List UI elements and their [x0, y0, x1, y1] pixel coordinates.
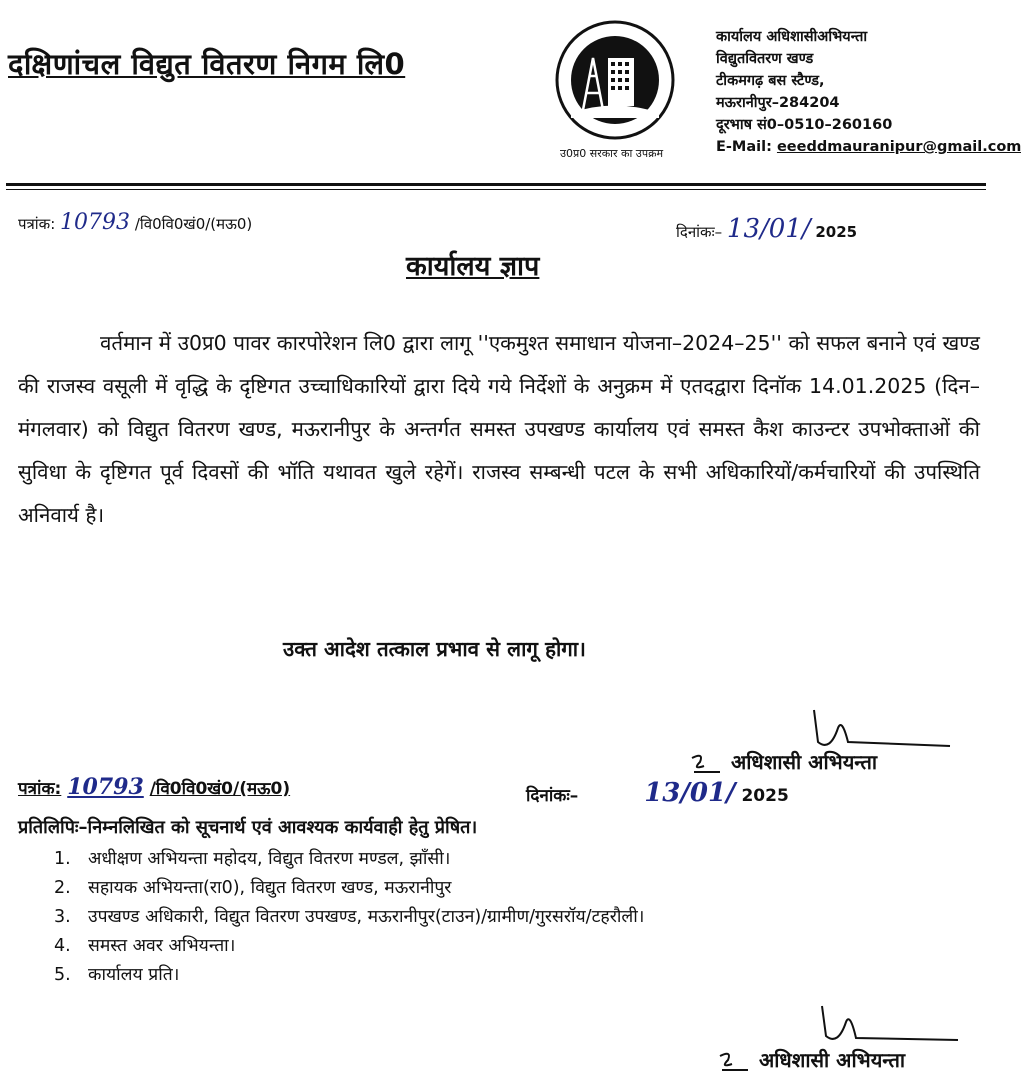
ref-label: पत्रांक: [18, 779, 62, 799]
list-item: 1. अधीक्षण अभियन्ता महोदय, विद्युत वितरण मण्डल, झाँसी। [54, 849, 451, 869]
initial-mark-icon [716, 1050, 752, 1074]
date-year: 2025 [741, 786, 789, 806]
copy-recipient-list [54, 845, 644, 990]
office-address [716, 26, 1021, 158]
ref-number-handwritten: 10793 [60, 210, 131, 235]
date-label: दिनांकः– [676, 223, 723, 241]
document-title: कार्यालय ज्ञाप [406, 251, 540, 282]
list-item: 4. समस्त अवर अभियन्ता। [54, 936, 236, 956]
email-label: E-Mail: [716, 139, 772, 155]
date-year: 2025 [815, 223, 858, 241]
list-item: 3. उपखण्ड अधिकारी, विद्युत वितरण उपखण्ड, मऊरानीपुर(टाउन)/ग्रामीण/गुरसरॉय/टहरौली। [54, 907, 645, 927]
address-line: दूरभाष सं0–0510–260160 [716, 117, 893, 133]
signatory-title: अधिशासी अभियन्ता [758, 1048, 906, 1072]
address-line: विद्युतवितरण खण्ड [716, 51, 814, 67]
list-item: 2. सहायक अभियन्ता(रा0), विद्युत वितरण खण्ड, मऊरानीपुर [54, 878, 452, 898]
signatory-2 [716, 1046, 905, 1074]
date-handwritten: 13/01/ [726, 214, 811, 244]
address-line: मऊरानीपुर–284204 [716, 95, 840, 111]
header-divider [6, 183, 986, 186]
reference-number-2 [18, 774, 290, 800]
email-link[interactable]: eeeddmauranipur@gmail.com [776, 139, 1021, 155]
email-line [716, 136, 1021, 158]
reference-date [676, 214, 857, 244]
date-label: दिनांकः– [526, 786, 579, 806]
reference-date-2 [526, 778, 789, 808]
copy-to-line: प्रतिलिपिः–निम्नलिखित को सूचनार्थ एवं आवश्यक कार्यवाही हेतु प्रेषित। [18, 817, 478, 838]
logo-caption: उ0प्र0 सरकार का उपक्रम [560, 147, 664, 160]
list-item: 5. कार्यालय प्रति। [54, 965, 180, 985]
organization-name: दक्षिणांचल विद्युत वितरण निगम लि0 [8, 47, 406, 81]
header-divider-thin [6, 189, 986, 190]
body-paragraph: वर्तमान में उ0प्र0 पावर कारपोरेशन लि0 द्वारा लागू ''एकमुश्त समाधान योजना–2024–25'' को सफल बनाने एवं खण्ड की राजस्व वसूली में वृद्धि के दृष्टिगत उच्चाधिकारियों द्वारा दिये गये निर्देशों के अनुक्रम में एतदद्वारा दिनॉक 14.01.2025 (दिन–मंगलवार) को विद्युत वितरण खण्ड, मऊरानीपुर के अन्तर्गत समस्त उपखण्ड कार्यालय एवं समस्त कैश काउन्टर उपभोक्ताओं की सुविधा के दृष्टिगत पूर्व दिवसों की भॉति यथावत खुले रहेगें। राजस्व सम्बन्धी पटल के सभी अधिकारियों/कर्मचारियों की उपस्थिति अनिवार्य है। [18, 331, 980, 527]
ref-suffix: /वि0वि0खं0/(मऊ0) [134, 215, 253, 233]
signatory-title: अधिशासी अभियन्ता [730, 750, 878, 774]
ref-suffix: /वि0वि0खं0/(मऊ0) [149, 779, 291, 799]
initial-mark-icon [688, 752, 724, 776]
ref-label: पत्रांक: [18, 215, 56, 233]
company-logo-icon [553, 18, 683, 143]
order-line: उक्त आदेश तत्काल प्रभाव से लागू होगा। [283, 637, 586, 661]
address-line: कार्यालय अधिशासीअभियन्ता [716, 29, 868, 45]
reference-number [18, 210, 252, 235]
ref-number-handwritten: 10793 [67, 774, 144, 800]
address-line: टीकमगढ़ बस स्टैण्ड, [716, 73, 825, 89]
signatory-1 [688, 748, 877, 776]
date-handwritten: 13/01/ [644, 778, 736, 808]
